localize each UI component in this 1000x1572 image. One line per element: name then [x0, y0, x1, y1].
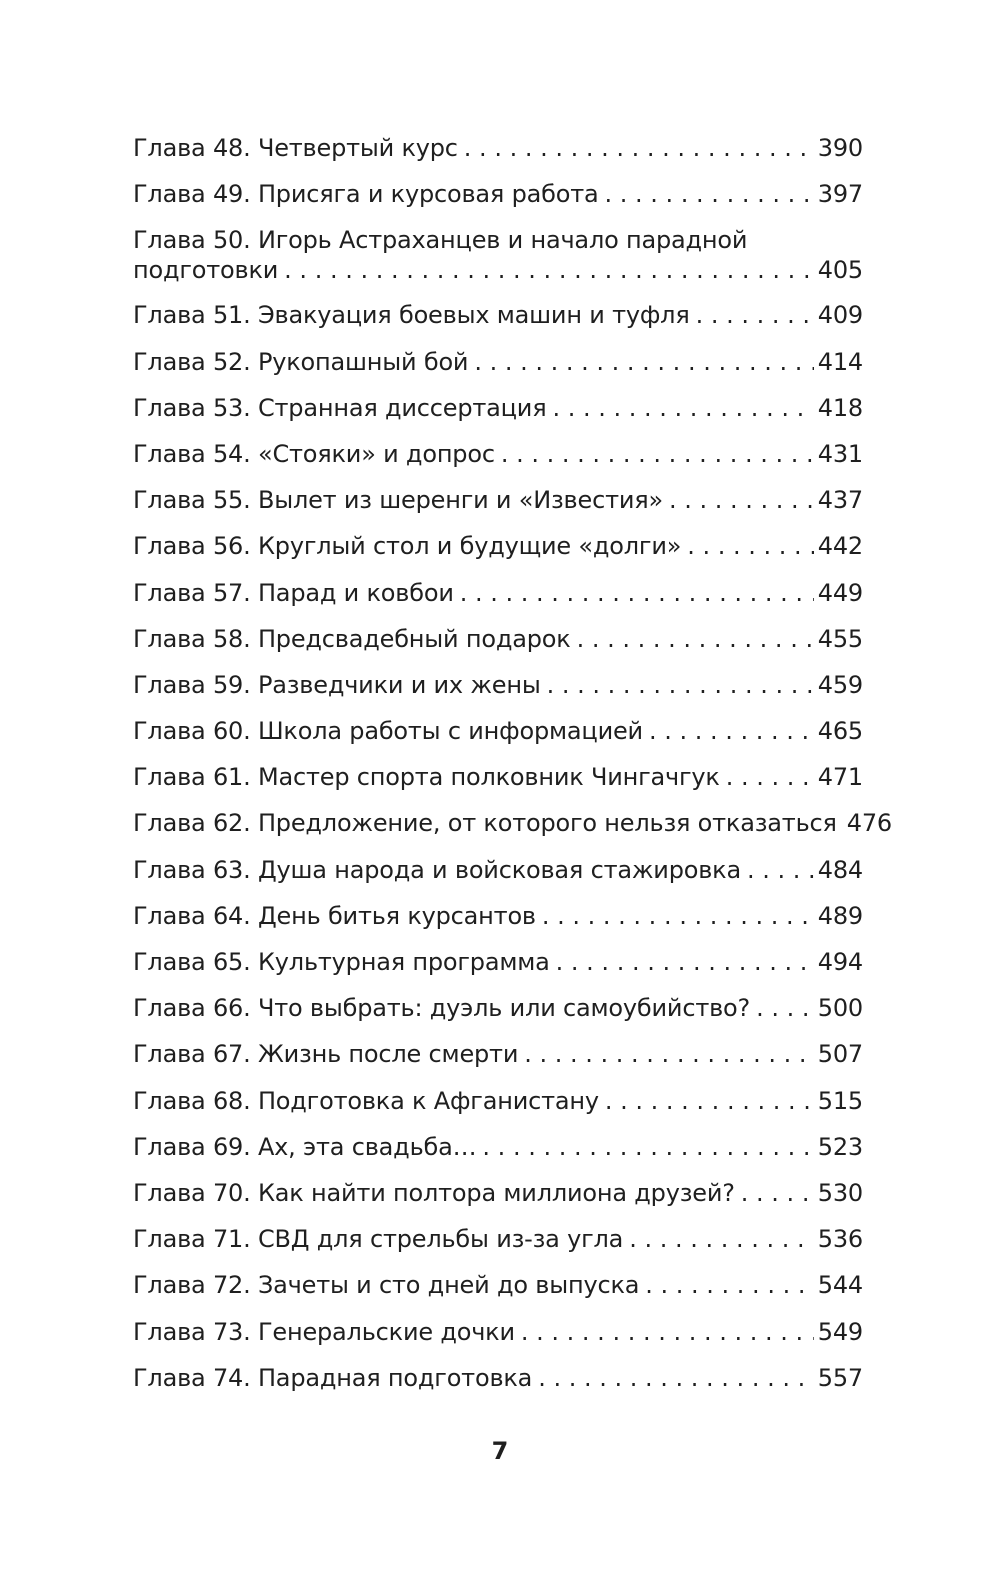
toc-entry-title: Глава 69. Ах, эта свадьба…: [133, 1132, 477, 1161]
dot-leader: [538, 1363, 814, 1393]
toc-entry-64: [133, 901, 863, 931]
toc-entry-title: Глава 64. День битья курсантов: [133, 901, 536, 930]
toc-entry-page: 449: [817, 578, 863, 607]
toc-entry-54: [133, 439, 863, 469]
toc-entry-page: 459: [817, 670, 863, 699]
toc-entry-73: [133, 1317, 863, 1347]
toc-entry-title: Глава 49. Присяга и курсовая работа: [133, 180, 599, 209]
toc-entry-page: 409: [817, 301, 863, 330]
toc-entry-49: [133, 179, 863, 209]
dot-leader: [645, 1270, 814, 1300]
toc-entry-74: [133, 1363, 863, 1393]
toc-entry-page: 489: [817, 901, 863, 930]
toc-entry-title: Глава 52. Рукопашный бой: [133, 347, 469, 376]
toc-entry-title: Глава 56. Круглый стол и будущие «долги»: [133, 532, 682, 561]
toc-entry-page: 471: [817, 763, 863, 792]
toc-entry-title: Глава 73. Генеральские дочки: [133, 1317, 515, 1346]
toc-entry-52: [133, 347, 863, 377]
dot-leader: [687, 531, 814, 561]
toc-entry-title: Глава 62. Предложение, от которого нельзя отказаться: [133, 809, 837, 838]
toc-entry-55: [133, 485, 863, 515]
toc-entry-title: Глава 63. Душа народа и войсковая стажировка: [133, 855, 741, 884]
toc-entry-title: Глава 59. Разведчики и их жены: [133, 670, 541, 699]
toc-entry-page: 523: [817, 1132, 863, 1161]
toc-entry-page: 515: [817, 1086, 863, 1115]
dot-leader: [649, 716, 814, 746]
toc-entry-page: 536: [817, 1225, 863, 1254]
toc-entry-page: 390: [817, 134, 863, 162]
toc-entry-title: Глава 58. Предсвадебный подарок: [133, 624, 571, 653]
toc-entry-page: 405: [817, 256, 863, 285]
dot-leader: [524, 1039, 814, 1069]
dot-leader: [464, 133, 814, 163]
toc-entry-63: [133, 855, 863, 885]
toc-entry-page: 431: [817, 439, 863, 468]
toc-entry-62: [133, 808, 892, 838]
toc-entry-title: Глава 70. Как найти полтора миллиона друзей?: [133, 1178, 735, 1207]
dot-leader: [577, 624, 814, 654]
toc-entry-title: Глава 66. Что выбрать: дуэль или самоубийство?: [133, 994, 751, 1023]
toc-entry-71: [133, 1224, 863, 1254]
toc-entry-title: Глава 71. СВД для стрельбы из-за угла: [133, 1225, 624, 1254]
toc-entry-59: [133, 670, 863, 700]
toc-entry-page: 530: [817, 1178, 863, 1207]
toc-entry-58: [133, 624, 863, 654]
toc-entry-title: Глава 60. Школа работы с информацией: [133, 717, 643, 746]
toc-entry-title: Глава 54. «Стояки» и допрос: [133, 439, 495, 468]
dot-leader: [629, 1224, 814, 1254]
toc-entry-title: Глава 53. Странная диссертация: [133, 393, 547, 422]
dot-leader: [547, 670, 814, 700]
table-of-contents: [133, 133, 892, 1409]
toc-entry-title-line1: Глава 50. Игорь Астраханцев и начало парадной: [133, 226, 748, 255]
dot-leader: [726, 762, 814, 792]
toc-entry-page: 549: [817, 1317, 863, 1346]
toc-entry-61: [133, 762, 863, 792]
toc-entry-title: Глава 74. Парадная подготовка: [133, 1363, 533, 1392]
toc-entry-title: подготовки: [133, 256, 279, 285]
toc-entry-page: 437: [817, 486, 863, 515]
toc-entry-60: [133, 716, 863, 746]
toc-entry-68: [133, 1086, 863, 1116]
dot-leader: [482, 1132, 813, 1162]
toc-entry-70: [133, 1178, 863, 1208]
page-number: 7: [491, 1437, 509, 1465]
dot-leader: [542, 901, 814, 931]
toc-entry-page: 455: [817, 624, 863, 653]
toc-entry-56: [133, 531, 863, 561]
dot-leader: [474, 347, 813, 377]
dot-leader: [501, 439, 814, 469]
toc-entry-title: Глава 61. Мастер спорта полковник Чингачгук: [133, 763, 720, 792]
toc-entry-page: 418: [817, 393, 863, 422]
toc-entry-title: Глава 55. Вылет из шеренги и «Известия»: [133, 486, 663, 515]
dot-leader: [756, 993, 814, 1023]
toc-entry-51: [133, 300, 863, 330]
toc-entry-72: [133, 1270, 863, 1300]
dot-leader: [460, 578, 814, 608]
toc-entry-page: 484: [817, 855, 863, 884]
toc-entry-65: [133, 947, 863, 977]
toc-entry-title: Глава 72. Зачеты и сто дней до выпуска: [133, 1271, 640, 1300]
toc-entry-page: 500: [817, 994, 863, 1023]
toc-entry-title: Глава 68. Подготовка к Афганистану: [133, 1086, 599, 1115]
toc-entry-title: Глава 51. Эвакуация боевых машин и туфля: [133, 301, 690, 330]
toc-entry-page: 465: [817, 717, 863, 746]
toc-entry-69: [133, 1132, 863, 1162]
toc-entry-title: Глава 65. Культурная программа: [133, 948, 550, 976]
dot-leader: [284, 255, 814, 285]
dot-leader: [696, 300, 814, 330]
dot-leader: [669, 485, 814, 515]
toc-entry-page: 557: [817, 1363, 863, 1392]
toc-entry-page: 476: [846, 809, 892, 838]
toc-entry-66: [133, 993, 863, 1023]
toc-entry-50: [133, 225, 863, 285]
toc-entry-title: Глава 57. Парад и ковбои: [133, 578, 454, 607]
toc-entry-57: [133, 578, 863, 608]
toc-entry-page: 507: [817, 1040, 863, 1069]
toc-entry-title: Глава 67. Жизнь после смерти: [133, 1040, 519, 1069]
toc-entry-page: 397: [817, 180, 863, 209]
toc-entry-page: 414: [817, 347, 863, 376]
dot-leader: [556, 947, 814, 977]
dot-leader: [521, 1317, 814, 1347]
dot-leader: [605, 179, 814, 209]
toc-entry-page: 442: [817, 532, 863, 561]
toc-entry-page: 544: [817, 1271, 863, 1300]
toc-entry-67: [133, 1039, 863, 1069]
toc-entry-48: [133, 133, 863, 163]
toc-entry-53: [133, 393, 863, 423]
dot-leader: [605, 1086, 814, 1116]
toc-entry-page: 494: [817, 948, 863, 976]
dot-leader: [747, 855, 814, 885]
toc-entry-title: Глава 48. Четвертый курс: [133, 134, 458, 162]
dot-leader: [741, 1178, 814, 1208]
dot-leader: [552, 393, 813, 423]
